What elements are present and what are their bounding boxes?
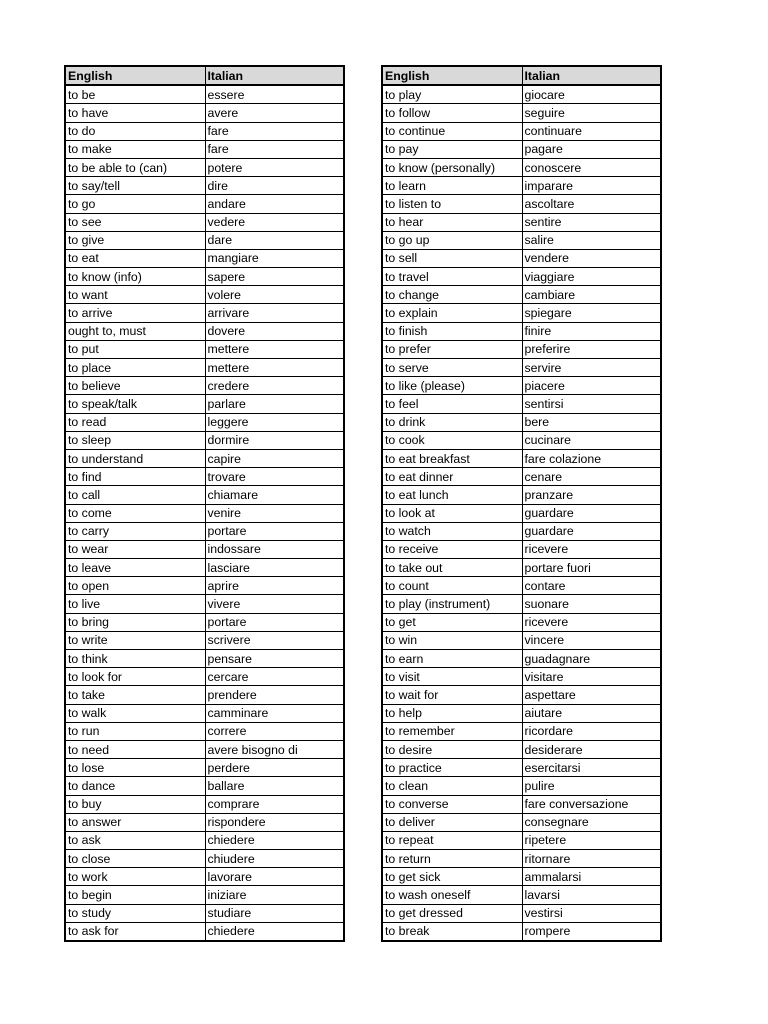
italian-cell: andare — [205, 195, 344, 213]
italian-cell: dare — [205, 231, 344, 249]
table-row — [65, 286, 344, 304]
english-cell: to live — [65, 595, 205, 613]
table-row — [65, 922, 344, 941]
italian-cell: scrivere — [205, 631, 344, 649]
table-row — [382, 268, 661, 286]
table-row — [65, 613, 344, 631]
table-row — [382, 122, 661, 140]
italian-cell: fare colazione — [522, 449, 661, 467]
table-row — [382, 468, 661, 486]
italian-cell: vivere — [205, 595, 344, 613]
italian-cell: dovere — [205, 322, 344, 340]
english-cell: to take — [65, 686, 205, 704]
italian-cell: ritornare — [522, 850, 661, 868]
table-row — [65, 886, 344, 904]
table-row — [65, 268, 344, 286]
english-cell: to call — [65, 486, 205, 504]
italian-cell: imparare — [522, 177, 661, 195]
italian-cell: ascoltare — [522, 195, 661, 213]
english-cell: to pay — [382, 140, 522, 158]
italian-cell: cucinare — [522, 431, 661, 449]
english-cell: to place — [65, 359, 205, 377]
column-header-english: English — [65, 66, 205, 85]
english-cell: to drink — [382, 413, 522, 431]
english-cell: to explain — [382, 304, 522, 322]
table-row — [65, 868, 344, 886]
table-row — [382, 540, 661, 558]
english-cell: to need — [65, 740, 205, 758]
english-cell: to run — [65, 722, 205, 740]
english-cell: to cook — [382, 431, 522, 449]
english-cell: to be able to (can) — [65, 158, 205, 176]
english-cell: to write — [65, 631, 205, 649]
italian-cell: sentirsi — [522, 395, 661, 413]
italian-cell: avere — [205, 104, 344, 122]
english-cell: to sell — [382, 249, 522, 267]
table-row — [65, 595, 344, 613]
english-cell: to look for — [65, 668, 205, 686]
english-cell: to receive — [382, 540, 522, 558]
table-row — [382, 195, 661, 213]
table-row — [382, 740, 661, 758]
table-row — [65, 249, 344, 267]
italian-cell: contare — [522, 577, 661, 595]
table-row — [65, 540, 344, 558]
table-row — [382, 686, 661, 704]
italian-cell: fare conversazione — [522, 795, 661, 813]
english-cell: to speak/talk — [65, 395, 205, 413]
vocab-table-right — [381, 65, 662, 942]
english-cell: to study — [65, 904, 205, 922]
italian-cell: fare — [205, 122, 344, 140]
italian-cell: rispondere — [205, 813, 344, 831]
english-cell: to prefer — [382, 340, 522, 358]
english-cell: to get dressed — [382, 904, 522, 922]
table-row — [382, 286, 661, 304]
italian-cell: perdere — [205, 759, 344, 777]
table-row — [382, 249, 661, 267]
english-cell: to arrive — [65, 304, 205, 322]
column-header-english: English — [382, 66, 522, 85]
english-cell: to like (please) — [382, 377, 522, 395]
english-cell: to believe — [65, 377, 205, 395]
table-row — [382, 868, 661, 886]
english-cell: to wash oneself — [382, 886, 522, 904]
italian-cell: prendere — [205, 686, 344, 704]
italian-cell: portare — [205, 613, 344, 631]
italian-cell: vedere — [205, 213, 344, 231]
italian-cell: sentire — [522, 213, 661, 231]
italian-cell: iniziare — [205, 886, 344, 904]
italian-cell: cambiare — [522, 286, 661, 304]
table-row — [382, 140, 661, 158]
table-row — [382, 813, 661, 831]
english-cell: to carry — [65, 522, 205, 540]
italian-cell: desiderare — [522, 740, 661, 758]
italian-cell: camminare — [205, 704, 344, 722]
english-cell: to bring — [65, 613, 205, 631]
italian-cell: viaggiare — [522, 268, 661, 286]
italian-cell: capire — [205, 449, 344, 467]
english-cell: to ask — [65, 831, 205, 849]
table-row — [382, 831, 661, 849]
english-cell: to see — [65, 213, 205, 231]
english-cell: to hear — [382, 213, 522, 231]
table-row — [382, 704, 661, 722]
table-row — [65, 431, 344, 449]
table-row — [65, 795, 344, 813]
english-cell: to walk — [65, 704, 205, 722]
italian-cell: arrivare — [205, 304, 344, 322]
table-row — [382, 886, 661, 904]
italian-cell: pensare — [205, 650, 344, 668]
english-cell: to come — [65, 504, 205, 522]
italian-cell: indossare — [205, 540, 344, 558]
english-cell: to help — [382, 704, 522, 722]
table-row — [65, 340, 344, 358]
table-row — [65, 504, 344, 522]
italian-cell: chiudere — [205, 850, 344, 868]
english-cell: to wear — [65, 540, 205, 558]
italian-cell: vestirsi — [522, 904, 661, 922]
italian-cell: chiamare — [205, 486, 344, 504]
english-cell: to eat — [65, 249, 205, 267]
table-row — [382, 922, 661, 941]
table-row — [382, 522, 661, 540]
table-row — [65, 122, 344, 140]
english-cell: to watch — [382, 522, 522, 540]
italian-cell: aprire — [205, 577, 344, 595]
italian-cell: seguire — [522, 104, 661, 122]
english-cell: to get sick — [382, 868, 522, 886]
table-row — [65, 740, 344, 758]
table-header-row — [65, 66, 344, 85]
table-row — [382, 559, 661, 577]
table-row — [65, 631, 344, 649]
table-row — [65, 468, 344, 486]
table-row — [382, 486, 661, 504]
italian-cell: chiedere — [205, 831, 344, 849]
table-row — [65, 304, 344, 322]
italian-cell: spiegare — [522, 304, 661, 322]
english-cell: to earn — [382, 650, 522, 668]
english-cell: to change — [382, 286, 522, 304]
table-row — [382, 104, 661, 122]
column-header-italian: Italian — [522, 66, 661, 85]
english-cell: to begin — [65, 886, 205, 904]
english-cell: to understand — [65, 449, 205, 467]
italian-cell: cercare — [205, 668, 344, 686]
english-cell: to play (instrument) — [382, 595, 522, 613]
table-row — [382, 650, 661, 668]
table-row — [382, 668, 661, 686]
italian-cell: lavorare — [205, 868, 344, 886]
table-row — [65, 577, 344, 595]
table-row — [65, 831, 344, 849]
table-row — [382, 577, 661, 595]
table-row — [65, 559, 344, 577]
table-row — [65, 449, 344, 467]
table-body — [65, 85, 344, 941]
italian-cell: volere — [205, 286, 344, 304]
italian-cell: vincere — [522, 631, 661, 649]
vocab-table-left — [64, 65, 345, 942]
english-cell: ought to, must — [65, 322, 205, 340]
english-cell: to lose — [65, 759, 205, 777]
table-row — [65, 195, 344, 213]
table-row — [65, 686, 344, 704]
italian-cell: correre — [205, 722, 344, 740]
english-cell: to win — [382, 631, 522, 649]
table-row — [65, 377, 344, 395]
table-row — [65, 850, 344, 868]
table-row — [382, 613, 661, 631]
italian-cell: suonare — [522, 595, 661, 613]
italian-cell: bere — [522, 413, 661, 431]
italian-cell: ammalarsi — [522, 868, 661, 886]
english-cell: to finish — [382, 322, 522, 340]
italian-cell: guadagnare — [522, 650, 661, 668]
table-row — [382, 304, 661, 322]
table-row — [65, 904, 344, 922]
english-cell: to read — [65, 413, 205, 431]
table-row — [65, 722, 344, 740]
english-cell: to repeat — [382, 831, 522, 849]
english-cell: to learn — [382, 177, 522, 195]
italian-cell: mettere — [205, 340, 344, 358]
italian-cell: dire — [205, 177, 344, 195]
english-cell: to deliver — [382, 813, 522, 831]
italian-cell: piacere — [522, 377, 661, 395]
italian-cell: potere — [205, 158, 344, 176]
italian-cell: pulire — [522, 777, 661, 795]
italian-cell: ricevere — [522, 540, 661, 558]
italian-cell: esercitarsi — [522, 759, 661, 777]
english-cell: to do — [65, 122, 205, 140]
table-row — [382, 777, 661, 795]
table-row — [382, 158, 661, 176]
english-cell: to get — [382, 613, 522, 631]
italian-cell: chiedere — [205, 922, 344, 941]
italian-cell: studiare — [205, 904, 344, 922]
italian-cell: leggere — [205, 413, 344, 431]
table-row — [65, 777, 344, 795]
table-row — [382, 340, 661, 358]
italian-cell: fare — [205, 140, 344, 158]
english-cell: to give — [65, 231, 205, 249]
table-row — [382, 722, 661, 740]
italian-cell: portare — [205, 522, 344, 540]
english-cell: to put — [65, 340, 205, 358]
italian-cell: comprare — [205, 795, 344, 813]
english-cell: to look at — [382, 504, 522, 522]
italian-cell: venire — [205, 504, 344, 522]
table-row — [382, 377, 661, 395]
english-cell: to listen to — [382, 195, 522, 213]
english-cell: to continue — [382, 122, 522, 140]
italian-cell: lavarsi — [522, 886, 661, 904]
english-cell: to go up — [382, 231, 522, 249]
table-row — [382, 231, 661, 249]
italian-cell: consegnare — [522, 813, 661, 831]
english-cell: to remember — [382, 722, 522, 740]
table-row — [65, 395, 344, 413]
table-row — [382, 359, 661, 377]
table-row — [65, 650, 344, 668]
italian-cell: pranzare — [522, 486, 661, 504]
english-cell: to eat lunch — [382, 486, 522, 504]
english-cell: to leave — [65, 559, 205, 577]
italian-cell: ricevere — [522, 613, 661, 631]
italian-cell: dormire — [205, 431, 344, 449]
english-cell: to feel — [382, 395, 522, 413]
english-cell: to eat breakfast — [382, 449, 522, 467]
english-cell: to visit — [382, 668, 522, 686]
table-row — [65, 231, 344, 249]
table-row — [65, 85, 344, 104]
table-row — [382, 759, 661, 777]
english-cell: to want — [65, 286, 205, 304]
english-cell: to buy — [65, 795, 205, 813]
english-cell: to play — [382, 85, 522, 104]
english-cell: to close — [65, 850, 205, 868]
italian-cell: avere bisogno di — [205, 740, 344, 758]
table-row — [382, 213, 661, 231]
italian-cell: continuare — [522, 122, 661, 140]
italian-cell: sapere — [205, 268, 344, 286]
english-cell: to work — [65, 868, 205, 886]
table-row — [382, 449, 661, 467]
english-cell: to practice — [382, 759, 522, 777]
table-row — [65, 813, 344, 831]
italian-cell: ripetere — [522, 831, 661, 849]
italian-cell: rompere — [522, 922, 661, 941]
italian-cell: giocare — [522, 85, 661, 104]
italian-cell: mangiare — [205, 249, 344, 267]
english-cell: to know (info) — [65, 268, 205, 286]
italian-cell: aspettare — [522, 686, 661, 704]
italian-cell: trovare — [205, 468, 344, 486]
italian-cell: conoscere — [522, 158, 661, 176]
italian-cell: finire — [522, 322, 661, 340]
italian-cell: ricordare — [522, 722, 661, 740]
english-cell: to find — [65, 468, 205, 486]
italian-cell: cenare — [522, 468, 661, 486]
table-header-row — [382, 66, 661, 85]
table-row — [65, 704, 344, 722]
table-row — [65, 759, 344, 777]
english-cell: to count — [382, 577, 522, 595]
english-cell: to return — [382, 850, 522, 868]
english-cell: to converse — [382, 795, 522, 813]
table-row — [382, 322, 661, 340]
italian-cell: lasciare — [205, 559, 344, 577]
english-cell: to have — [65, 104, 205, 122]
english-cell: to take out — [382, 559, 522, 577]
table-row — [382, 431, 661, 449]
table-row — [65, 486, 344, 504]
italian-cell: guardare — [522, 504, 661, 522]
italian-cell: ballare — [205, 777, 344, 795]
table-body — [382, 85, 661, 941]
english-cell: to be — [65, 85, 205, 104]
table-row — [65, 104, 344, 122]
english-cell: to follow — [382, 104, 522, 122]
table-row — [382, 595, 661, 613]
italian-cell: essere — [205, 85, 344, 104]
table-row — [65, 413, 344, 431]
italian-cell: portare fuori — [522, 559, 661, 577]
italian-cell: mettere — [205, 359, 344, 377]
english-cell: to desire — [382, 740, 522, 758]
italian-cell: vendere — [522, 249, 661, 267]
italian-cell: visitare — [522, 668, 661, 686]
table-row — [382, 850, 661, 868]
italian-cell: parlare — [205, 395, 344, 413]
english-cell: to open — [65, 577, 205, 595]
italian-cell: credere — [205, 377, 344, 395]
table-row — [65, 359, 344, 377]
table-row — [382, 395, 661, 413]
italian-cell: pagare — [522, 140, 661, 158]
table-row — [382, 413, 661, 431]
english-cell: to go — [65, 195, 205, 213]
table-row — [382, 795, 661, 813]
table-row — [382, 631, 661, 649]
table-row — [382, 904, 661, 922]
english-cell: to answer — [65, 813, 205, 831]
english-cell: to dance — [65, 777, 205, 795]
english-cell: to ask for — [65, 922, 205, 941]
table-row — [382, 177, 661, 195]
english-cell: to know (personally) — [382, 158, 522, 176]
italian-cell: servire — [522, 359, 661, 377]
table-row — [65, 668, 344, 686]
table-row — [65, 158, 344, 176]
italian-cell: preferire — [522, 340, 661, 358]
column-header-italian: Italian — [205, 66, 344, 85]
italian-cell: aiutare — [522, 704, 661, 722]
english-cell: to clean — [382, 777, 522, 795]
italian-cell: salire — [522, 231, 661, 249]
table-row — [65, 177, 344, 195]
english-cell: to sleep — [65, 431, 205, 449]
english-cell: to say/tell — [65, 177, 205, 195]
table-row — [382, 504, 661, 522]
english-cell: to wait for — [382, 686, 522, 704]
english-cell: to eat dinner — [382, 468, 522, 486]
italian-cell: guardare — [522, 522, 661, 540]
table-row — [65, 322, 344, 340]
english-cell: to think — [65, 650, 205, 668]
table-row — [382, 85, 661, 104]
table-row — [65, 140, 344, 158]
english-cell: to serve — [382, 359, 522, 377]
english-cell: to make — [65, 140, 205, 158]
english-cell: to break — [382, 922, 522, 941]
table-row — [65, 213, 344, 231]
english-cell: to travel — [382, 268, 522, 286]
table-row — [65, 522, 344, 540]
